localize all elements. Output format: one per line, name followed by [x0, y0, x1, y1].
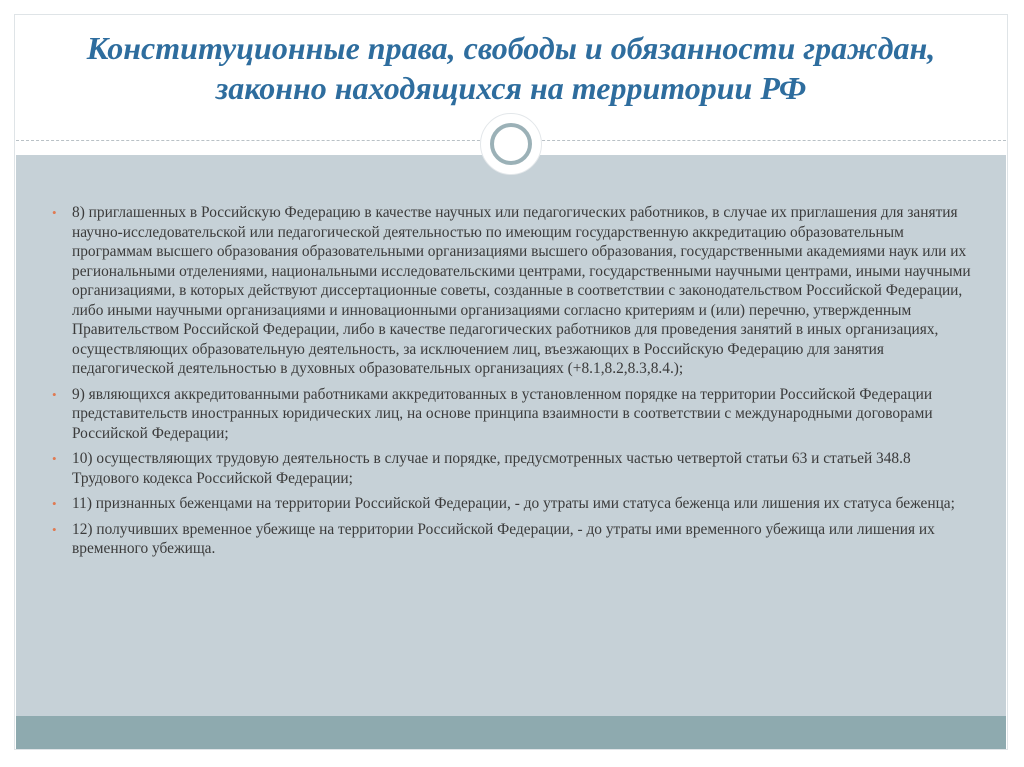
list-item — [52, 449, 977, 488]
list-item-text: 8) приглашенных в Российскую Федерацию в качестве научных или педагогических работников, в случае их приглашения для занятия научно-исследовательской или педагогической деятельностью по имеющим государственную аккредитацию образовательным программам высшего образования образовательными организациями высшего образования, государственными академиями наук или их региональными отделениями, национальными исследовательскими центрами, государственными научными центрами, иными научными организациями, в которых действуют диссертационные советы, созданные в соответствии с законодательством Российской Федерации, либо иными научными организациями и инновационными организациями согласно критериям и (или) перечню, утвержденным Правительством Российской Федерации, либо в качестве педагогических работников для проведения занятий в иных организациях, осуществляющих образовательную деятельность, за исключением лиц, въезжающих в Российскую Федерацию для занятия педагогической деятельностью в духовных образовательных организациях (+8.1,8.2,8.3,8.4.); — [72, 204, 971, 377]
list-item — [52, 494, 977, 514]
list-item-text: 12) получивших временное убежище на территории Российской Федерации, - до утраты ими временного убежища или лишения их временного убежища. — [72, 520, 935, 557]
ring-icon — [490, 123, 532, 165]
list-item — [52, 203, 977, 379]
list-item — [52, 520, 977, 559]
slide-title: Конституционные права, свободы и обязанности граждан, законно находящихся на территории РФ — [86, 30, 936, 106]
list-item-text: 11) признанных беженцами на территории Российской Федерации, - до утраты ими статуса беженца или лишения их статуса беженца; — [72, 495, 955, 512]
list-item — [52, 385, 977, 444]
bullet-icon: • — [52, 496, 57, 511]
bullet-icon: • — [52, 451, 57, 466]
bullet-icon: • — [52, 386, 57, 402]
bullet-icon: • — [52, 521, 57, 537]
list-item-text: 9) являющихся аккредитованными работниками аккредитованных в установленном порядке на территории Российской Федерации представительств иностранных юридических лиц, на основе принципа взаимности в соответствии с международными договорами Российской Федерации; — [72, 385, 933, 442]
bullet-icon: • — [52, 205, 57, 220]
list-item-text: 10) осуществляющих трудовую деятельность в случае и порядке, предусмотренных частью четвертой статьи 63 и статьей 348.8 Трудового кодекса Российской Федерации; — [72, 450, 911, 487]
content-list — [52, 203, 977, 565]
